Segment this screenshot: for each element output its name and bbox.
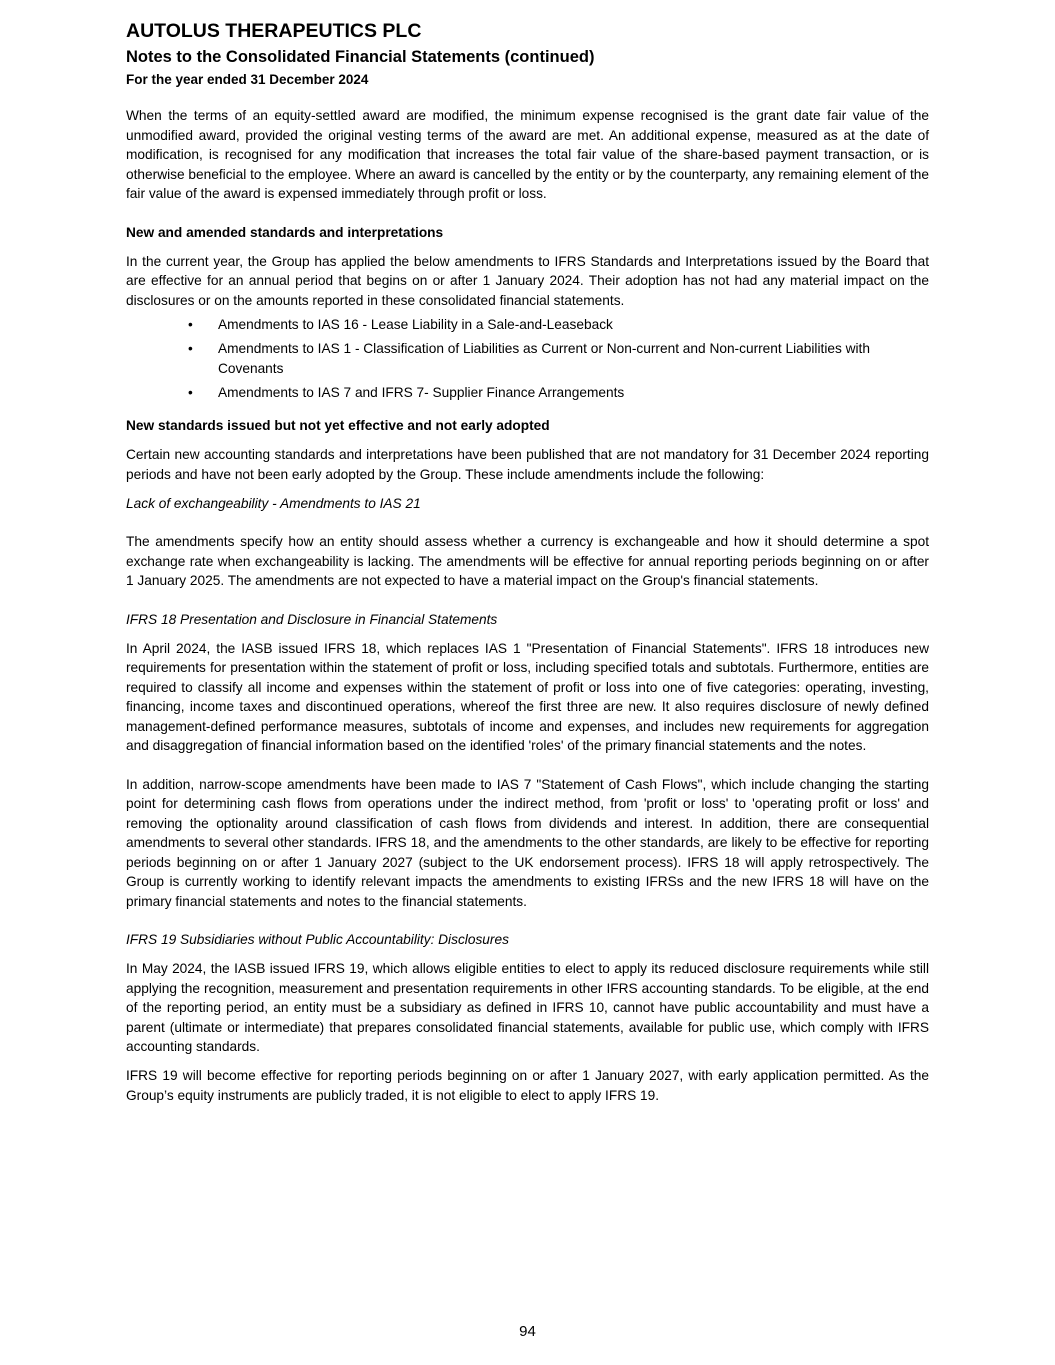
company-name: AUTOLUS THERAPEUTICS PLC (126, 20, 422, 42)
not-yet-effective-heading: New standards issued but not yet effective and not early adopted (126, 418, 550, 433)
reporting-period: For the year ended 31 December 2024 (126, 72, 369, 87)
list-item (126, 339, 929, 378)
ias21-subheading: Lack of exchangeability - Amendments to IAS 21 (126, 495, 421, 511)
new-amended-standards-paragraph: In the current year, the Group has applied the below amendments to IFRS Standards and Interpretations issued by the Board that are effective for an annual period that begins on or after 1 January 2024. Their adoption has not had any material impact on the disclosures or on the amounts reported in these consolidated financial statements. (126, 253, 929, 308)
document-page (126, 20, 929, 1105)
list-item (126, 383, 929, 403)
bullet-icon: • (188, 384, 193, 400)
bullet-icon: • (188, 317, 193, 332)
notes-title: Notes to the Consolidated Financial Statements (continued) (126, 48, 595, 66)
list-item-text: Amendments to IAS 16 - Lease Liability in a Sale-and-Leaseback (218, 317, 613, 332)
ias21-paragraph: The amendments specify how an entity should assess whether a currency is exchangeable and how it should determine a spot exchange rate when exchangeability is lacking. The amendments will be effective for annual reporting periods beginning on or after 1 January 2025. The amendments are not expected to have a material impact on the Group's financial statements. (126, 534, 929, 588)
list-item-text: Amendments to IAS 7 and IFRS 7- Supplier Finance Arrangements (218, 384, 625, 400)
intro-paragraph: When the terms of an equity-settled award are modified, the minimum expense recognised is the grant date fair value of the unmodified award, provided the original vesting terms of the award are met. An additional expense, measured as at the date of modification, is recognised for any modification that increases the total fair value of the share-based payment transaction, or is otherwise beneficial to the employee. Where an award is cancelled by the entity or by the counterparty, any remaining element of the fair value of the award is expensed immediately through profit or loss. (126, 108, 929, 201)
list-item-text: Amendments to IAS 1 - Classification of Liabilities as Current or Non-current and Non-current Liabilities with Covenants (218, 341, 870, 376)
new-amended-standards-heading: New and amended standards and interpretations (126, 224, 444, 240)
page-number: 94 (519, 1323, 536, 1340)
not-yet-effective-paragraph: Certain new accounting standards and interpretations have been published that are not mandatory for 31 December 2024 reporting periods and have not been early adopted by the Group. These include amendments include the following: (126, 447, 929, 482)
bullet-icon: • (188, 341, 193, 356)
ifrs19-paragraph-1: In May 2024, the IASB issued IFRS 19, which allows eligible entities to elect to apply its reduced disclosure requirements while still applying the recognition, measurement and presentation requirements in other IFRS accounting standards. To be eligible, at the end of the reporting period, an entity must be a subsidiary as defined in IFRS 10, cannot have public accountability and must have a parent (ultimate or intermediate) that prepares consolidated financial statements, available for public use, which comply with IFRS accounting standards. (126, 961, 929, 1054)
amendments-list (126, 315, 929, 402)
list-item (126, 315, 929, 335)
ifrs18-paragraph-1: In April 2024, the IASB issued IFRS 18, which replaces IAS 1 "Presentation of Financial Statements". IFRS 18 introduces new requirements for presentation within the statement of profit or loss, including specified totals and subtotals. Furthermore, entities are required to classify all income and expenses within the statement of profit or loss into one of five categories: operating, investing, financing, income taxes and discontinued operations, whereof the first three are new. It also requires disclosure of newly defined management-defined performance measures, subtotals of income and expenses, and includes new requirements for aggregation and disaggregation of financial information based on the identified 'roles' of the primary financial statements and the notes. (126, 640, 929, 753)
ifrs18-paragraph-2: In addition, narrow-scope amendments have been made to IAS 7 "Statement of Cash Flows", which include changing the starting point for determining cash flows from operations under the indirect method, from 'profit or loss' to 'operating profit or loss' and removing the optionality around classification of cash flows from dividends and interest. In addition, there are consequential amendments to several other standards. IFRS 18, and the amendments to the other standards, are likely to be effective for reporting periods beginning on or after 1 January 2027 (subject to the UK endorsement process). IFRS 18 will apply retrospectively. The Group is currently working to identify relevant impacts the amendments to existing IFRSs and the new IFRS 18 will have on the primary financial statements and notes to the financial statements. (126, 776, 929, 909)
ifrs18-subheading: IFRS 18 Presentation and Disclosure in Financial Statements (126, 611, 498, 627)
ifrs19-paragraph-2: IFRS 19 will become effective for reporting periods beginning on or after 1 January 2027, with early application permitted. As the Group’s equity instruments are publicly traded, it is not eligible to elect to apply IFRS 19. (126, 1068, 929, 1103)
ifrs19-subheading: IFRS 19 Subsidiaries without Public Accountability: Disclosures (126, 932, 509, 947)
